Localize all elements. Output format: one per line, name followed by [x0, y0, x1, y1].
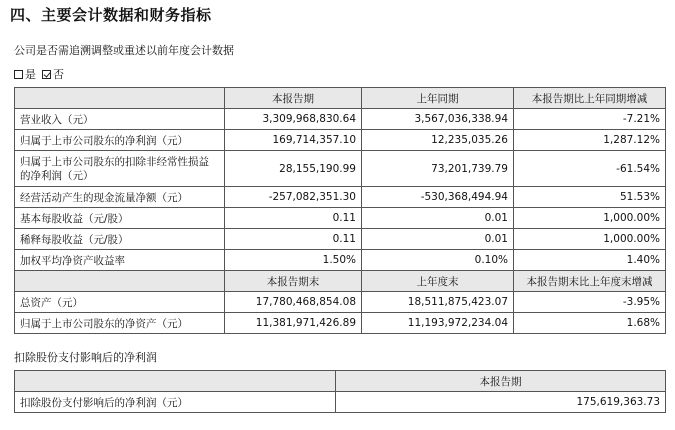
row-label: 营业收入（元） — [15, 109, 225, 130]
header-cell-empty — [15, 88, 225, 109]
restatement-question: 公司是否需追溯调整或重述以前年度会计数据 — [14, 44, 234, 57]
table-row — [15, 151, 666, 187]
row-label: 归属于上市公司股东的净资产（元） — [15, 313, 225, 334]
change-value: -3.95% — [514, 292, 666, 313]
row-label: 归属于上市公司股东的净利润（元） — [15, 130, 225, 151]
table-header-row — [15, 371, 666, 392]
header-cell-change: 本报告期末比上年度末增减 — [514, 271, 666, 292]
current-value: 169,714,357.10 — [225, 130, 362, 151]
current-value: 11,381,971,426.89 — [225, 313, 362, 334]
current-value: 175,619,363.73 — [336, 392, 666, 413]
change-value: 1.68% — [514, 313, 666, 334]
prior-value: 18,511,875,423.07 — [362, 292, 514, 313]
current-value: 0.11 — [225, 208, 362, 229]
change-value: 1.40% — [514, 250, 666, 271]
table-row — [15, 292, 666, 313]
change-value: -7.21% — [514, 109, 666, 130]
option-yes[interactable] — [14, 66, 36, 82]
key-financial-table — [14, 87, 666, 334]
current-value: 3,309,968,830.64 — [225, 109, 362, 130]
table-row — [15, 187, 666, 208]
header-cell-prior-period: 上年同期 — [362, 88, 514, 109]
row-label: 总资产（元） — [15, 292, 225, 313]
change-value: -61.54% — [514, 151, 666, 187]
prior-value: -530,368,494.94 — [362, 187, 514, 208]
change-value: 1,000.00% — [514, 208, 666, 229]
restatement-options — [14, 66, 70, 82]
option-no[interactable] — [42, 66, 64, 82]
checkbox-unchecked-icon[interactable] — [14, 70, 23, 79]
prior-value: 73,201,739.79 — [362, 151, 514, 187]
prior-value: 0.01 — [362, 229, 514, 250]
option-yes-label: 是 — [25, 68, 36, 81]
table-row — [15, 109, 666, 130]
prior-value: 3,567,036,338.94 — [362, 109, 514, 130]
change-value: 51.53% — [514, 187, 666, 208]
table-row — [15, 229, 666, 250]
prior-value: 12,235,035.26 — [362, 130, 514, 151]
header-cell-current-period: 本报告期 — [225, 88, 362, 109]
row-label: 经营活动产生的现金流量净额（元） — [15, 187, 225, 208]
current-value: 28,155,190.99 — [225, 151, 362, 187]
current-value: -257,082,351.30 — [225, 187, 362, 208]
table-row — [15, 130, 666, 151]
current-value: 1.50% — [225, 250, 362, 271]
table-header-row — [15, 88, 666, 109]
header-cell-empty — [15, 271, 225, 292]
section-title: 四、主要会计数据和财务指标 — [10, 6, 212, 24]
current-value: 0.11 — [225, 229, 362, 250]
change-value: 1,287.12% — [514, 130, 666, 151]
current-value: 17,780,468,854.08 — [225, 292, 362, 313]
change-value: 1,000.00% — [514, 229, 666, 250]
row-label: 稀释每股收益（元/股） — [15, 229, 225, 250]
header-cell-empty — [15, 371, 336, 392]
table-row — [15, 250, 666, 271]
header-cell-prior-year-end: 上年度末 — [362, 271, 514, 292]
header-cell-period-end: 本报告期末 — [225, 271, 362, 292]
table-row — [15, 208, 666, 229]
header-cell-change: 本报告期比上年同期增减 — [514, 88, 666, 109]
row-label: 归属于上市公司股东的扣除非经常性损益的净利润（元） — [15, 151, 225, 187]
option-no-label: 否 — [53, 68, 64, 81]
table-row — [15, 313, 666, 334]
checkbox-checked-icon[interactable] — [42, 70, 51, 79]
table-header-row — [15, 271, 666, 292]
row-label: 基本每股收益（元/股） — [15, 208, 225, 229]
table-row — [15, 392, 666, 413]
extra-section-title: 扣除股份支付影响后的净利润 — [14, 351, 157, 364]
share-payment-table — [14, 370, 666, 413]
prior-value: 0.10% — [362, 250, 514, 271]
header-cell-current-period: 本报告期 — [336, 371, 666, 392]
prior-value: 11,193,972,234.04 — [362, 313, 514, 334]
row-label: 加权平均净资产收益率 — [15, 250, 225, 271]
prior-value: 0.01 — [362, 208, 514, 229]
row-label: 扣除股份支付影响后的净利润（元） — [15, 392, 336, 413]
